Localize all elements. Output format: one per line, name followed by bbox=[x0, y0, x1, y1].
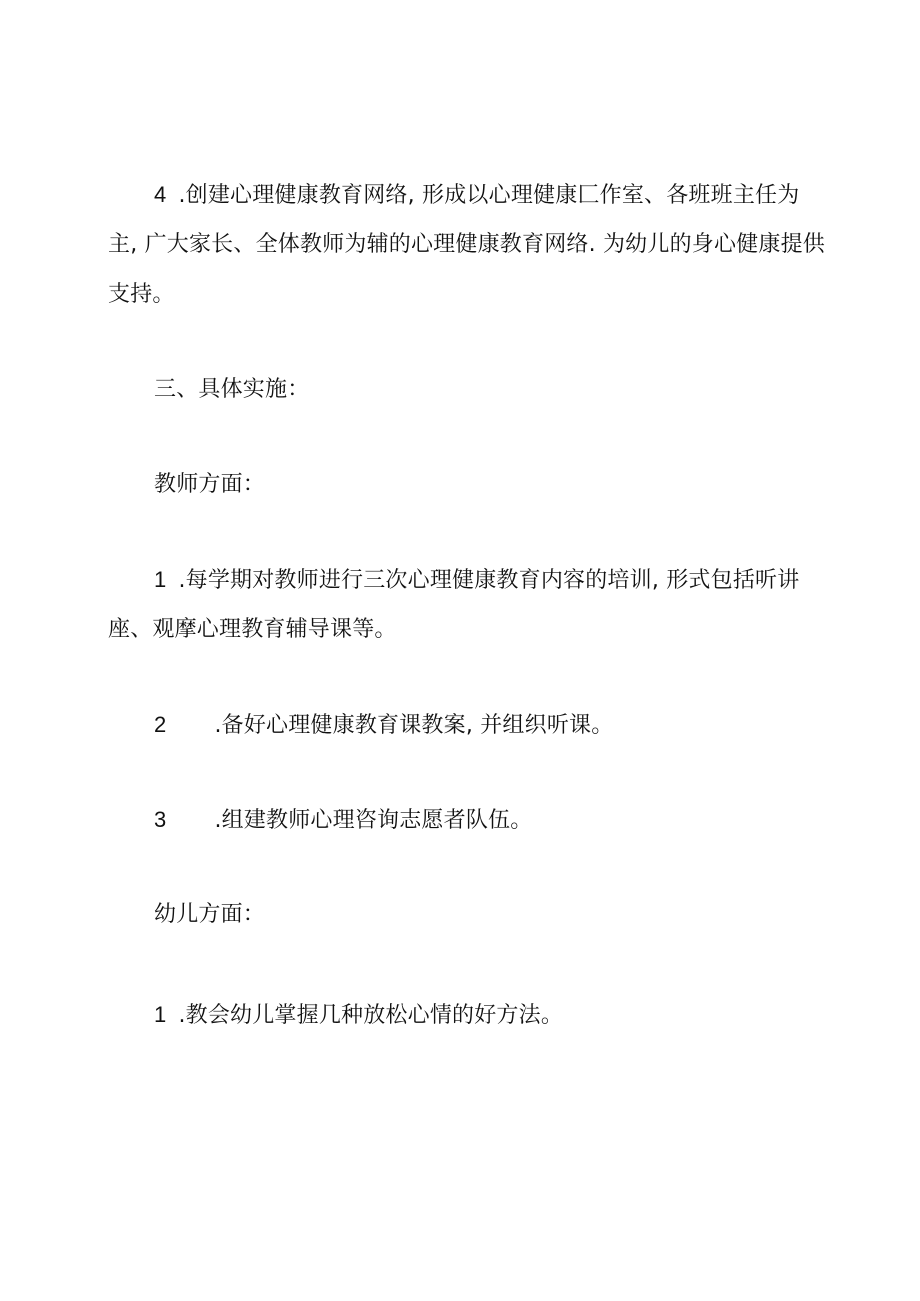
paragraph-line bbox=[108, 270, 808, 320]
teacher-item-2 bbox=[108, 700, 808, 750]
heading-text: 三、具体实施： bbox=[154, 377, 310, 402]
item-number: 2 bbox=[154, 712, 167, 737]
paragraph-text: .备好心理健康教育课教案, 并组织听课。 bbox=[214, 713, 614, 738]
teacher-item-1 bbox=[108, 555, 808, 655]
item-number: 4 bbox=[154, 182, 167, 207]
paragraph-line bbox=[108, 220, 825, 270]
paragraph-text: .教会幼儿掌握几种放松心情的好方法。 bbox=[178, 1003, 564, 1028]
subheading-children bbox=[108, 890, 808, 940]
child-item-1 bbox=[108, 990, 808, 1040]
paragraph-text: 主, 广大家长、全体教师为辅的心理健康教育网络. 为幼儿的身心健康提供 bbox=[108, 232, 825, 257]
section-heading bbox=[108, 365, 808, 415]
paragraph-text: .每学期对教师进行三次心理健康教育内容的培训, 形式包括听讲 bbox=[178, 568, 800, 593]
paragraph-text: 支持。 bbox=[108, 282, 175, 307]
item-number: 1 bbox=[154, 567, 167, 592]
item-number: 3 bbox=[154, 807, 167, 832]
paragraph-text: .创建心理健康教育网络, 形成以心理健康匚作室、各班班主任为 bbox=[178, 183, 800, 208]
teacher-item-3 bbox=[108, 795, 808, 845]
heading-text: 幼儿方面： bbox=[154, 902, 266, 927]
item-number: 1 bbox=[154, 1002, 167, 1027]
subheading-teachers bbox=[108, 460, 808, 510]
paragraph-line bbox=[108, 555, 808, 605]
paragraph-network bbox=[108, 170, 825, 320]
paragraph-line bbox=[108, 605, 808, 655]
paragraph-text: .组建教师心理咨询志愿者队伍。 bbox=[214, 808, 533, 833]
heading-text: 教师方面： bbox=[154, 472, 266, 497]
paragraph-line bbox=[108, 170, 808, 220]
paragraph-text: 座、观摩心理教育辅导课等。 bbox=[108, 617, 397, 642]
